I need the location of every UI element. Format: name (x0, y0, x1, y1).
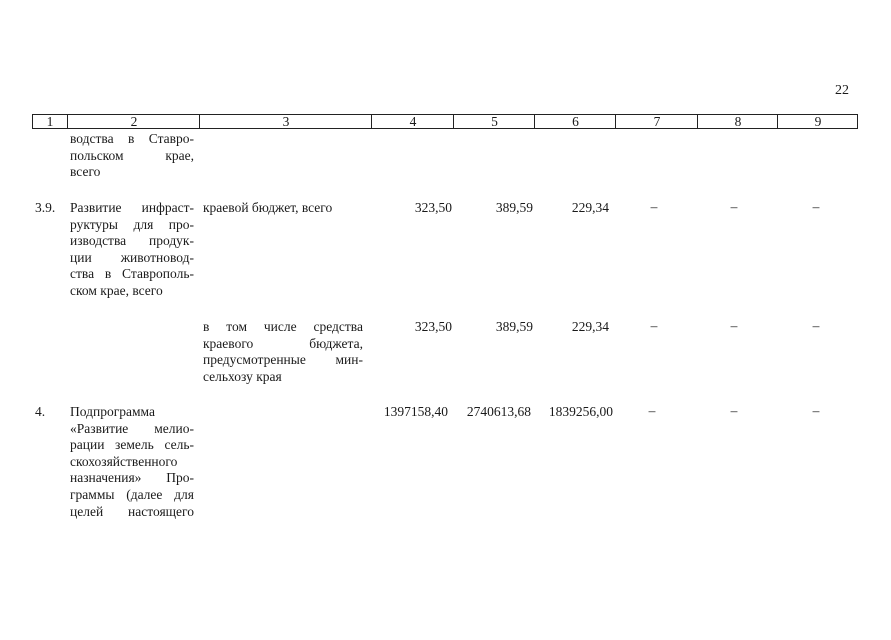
row-39-name-line: ском крае, всего (70, 282, 163, 298)
row-39-source: краевой бюджет, всего (203, 200, 333, 215)
row-39-sub-col-5: 389,59 (495, 319, 533, 334)
header-col-6: 6 (534, 115, 616, 128)
header-col-7: 7 (615, 115, 698, 128)
row-4-name-line: назначения» Про- (70, 470, 194, 486)
row-39-col-4: 323,50 (414, 200, 452, 215)
row-4-name-line: скохозяйственного (70, 453, 178, 469)
header-col-8: 8 (697, 115, 778, 128)
row-39-name-line: изводства продук- (70, 233, 194, 249)
row-4-name-line: Подпрограмма (70, 404, 155, 419)
header-col-4: 4 (371, 115, 454, 128)
row-39-sub-col-7: – (650, 318, 658, 333)
row-4-name-line: «Развитие мелио- (70, 420, 194, 436)
row-4-col-8: – (730, 403, 738, 418)
row-4-col-4: 1397158,40 (383, 404, 448, 419)
row-39-sub-source-line: предусмотренные мин- (203, 352, 363, 368)
row-39-name-line: руктуры для про- (70, 216, 194, 232)
row-39-number: 3.9. (35, 200, 56, 215)
table-header-row (32, 114, 858, 129)
row-39-sub-col-9: – (812, 318, 820, 333)
cont-row-name (70, 131, 194, 181)
row-39-sub-col-8: – (730, 318, 738, 333)
row-39-sub-source (203, 319, 363, 385)
row-4-name-line: целей настоящего (70, 503, 194, 519)
header-col-5: 5 (453, 115, 535, 128)
row-39-sub-source-line: сельхозу края (203, 368, 282, 384)
row-39-col-8: – (730, 199, 738, 214)
row-39-name-line: ства в Ставрополь- (70, 266, 194, 282)
row-39-sub-col-6: 229,34 (571, 319, 609, 334)
row-39-col-6: 229,34 (571, 200, 609, 215)
row-4-col-7: – (648, 403, 656, 418)
cont-row-name-line: водства в Ставро- (70, 131, 194, 146)
row-39-col-9: – (812, 199, 820, 214)
row-4-col-9: – (812, 403, 820, 418)
page-number: 22 (835, 83, 849, 98)
header-col-2: 2 (67, 115, 200, 128)
row-39-col-7: – (650, 199, 658, 214)
header-col-9: 9 (777, 115, 858, 128)
row-39-sub-source-line: в том числе средства (203, 319, 363, 334)
row-39-name-line: Развитие инфраст- (70, 200, 194, 215)
row-4-col-5: 2740613,68 (466, 404, 531, 419)
row-39-sub-col-4: 323,50 (414, 319, 452, 334)
header-col-1: 1 (46, 114, 54, 129)
row-4-number: 4. (35, 404, 46, 419)
row-39-col-5: 389,59 (495, 200, 533, 215)
row-39-name-line: ции животновод- (70, 249, 194, 265)
row-39-sub-source-line: краевого бюджета, (203, 335, 363, 351)
row-39-name (70, 200, 194, 300)
row-4-name (70, 404, 194, 520)
row-4-name-line: граммы (далее для (70, 486, 194, 502)
row-4-name-line: рации земель сель- (70, 437, 194, 453)
row-4-col-6: 1839256,00 (548, 404, 613, 419)
cont-row-name-line: польском крае, (70, 147, 194, 163)
cont-row-name-line: всего (70, 164, 101, 180)
header-col-3: 3 (199, 115, 372, 128)
